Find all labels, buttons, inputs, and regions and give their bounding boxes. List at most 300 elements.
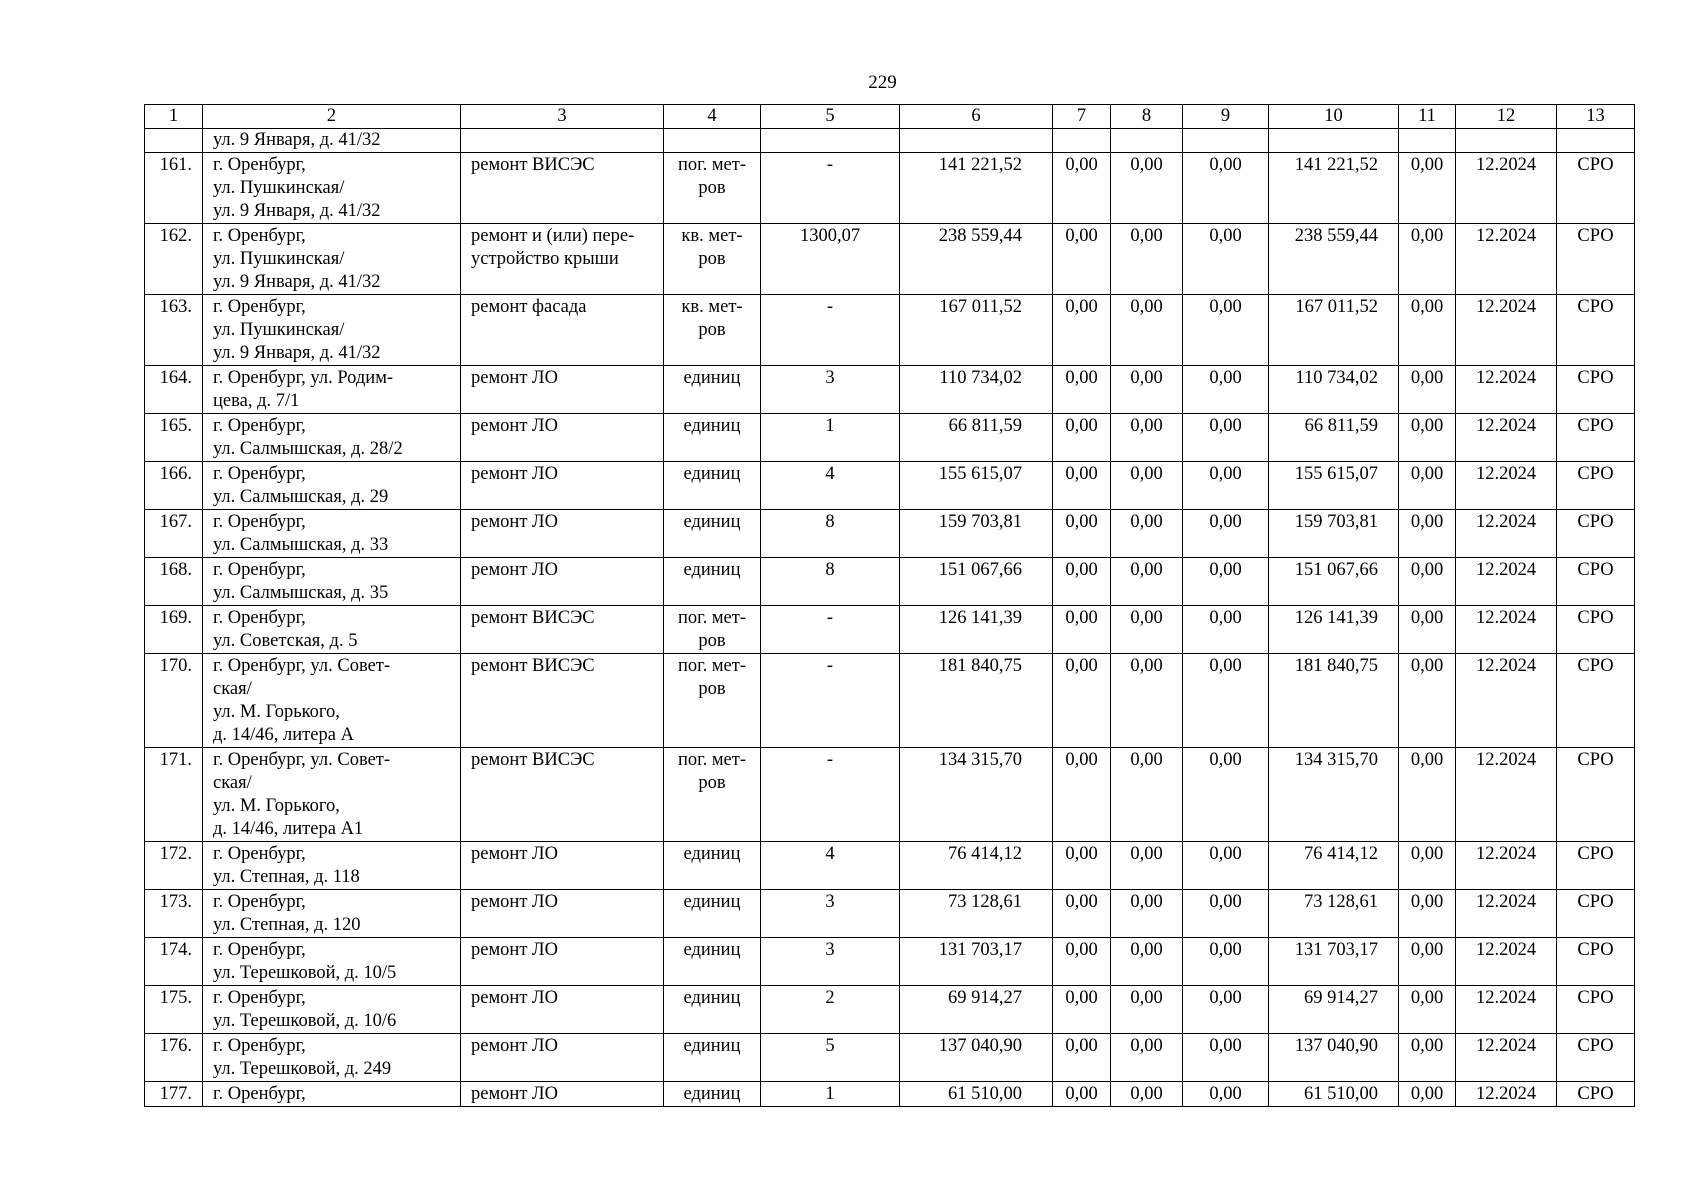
quantity: 3	[825, 892, 835, 912]
value-c9: 0,00	[1209, 464, 1242, 484]
unit-line: кв. мет-	[681, 226, 743, 246]
value-c9: 0,00	[1209, 1036, 1242, 1056]
value-c11: 0,00	[1410, 656, 1444, 676]
cell-c9	[1183, 295, 1269, 366]
total-cost: 61 510,00	[948, 1084, 1022, 1104]
value-c9: 0,00	[1209, 988, 1242, 1008]
cell-unit	[664, 414, 761, 462]
value-c8: 0,00	[1130, 750, 1163, 770]
address-line: г. Оренбург, ул. Совет-	[213, 656, 391, 676]
quantity: 1	[825, 416, 835, 436]
cell-qty	[761, 842, 900, 890]
cell-num	[145, 414, 203, 462]
cell-unit	[664, 153, 761, 224]
cell-source	[1557, 654, 1635, 748]
cell-c11	[1399, 654, 1456, 748]
funding-source: СРО	[1577, 608, 1614, 628]
cell-c8	[1111, 510, 1183, 558]
cell-c9	[1183, 153, 1269, 224]
value-c11: 0,00	[1410, 940, 1444, 960]
cell-date	[1456, 606, 1557, 654]
row-number: 161.	[159, 155, 192, 175]
total-cost: 238 559,44	[938, 226, 1022, 246]
value-c10: 181 840,75	[1294, 656, 1378, 676]
value-c9: 0,00	[1209, 155, 1242, 175]
cell-source	[1557, 510, 1635, 558]
funding-source: СРО	[1577, 1084, 1614, 1104]
quantity: 1300,07	[799, 226, 861, 246]
cell-num	[145, 890, 203, 938]
value-c9: 0,00	[1209, 512, 1242, 532]
cell-c11	[1399, 129, 1456, 153]
address-line: ул. М. Горького,	[213, 796, 340, 816]
cell-unit	[664, 986, 761, 1034]
value-c11: 0,00	[1410, 1036, 1444, 1056]
cell-c9	[1183, 986, 1269, 1034]
address-line: д. 14/46, литера А1	[213, 819, 364, 839]
cell-c7	[1053, 510, 1111, 558]
cell-date	[1456, 153, 1557, 224]
value-c7: 0,00	[1065, 940, 1098, 960]
completion-date: 12.2024	[1475, 656, 1537, 676]
address-line: ул. М. Горького,	[213, 702, 340, 722]
value-c8: 0,00	[1130, 297, 1163, 317]
total-cost: 134 315,70	[938, 750, 1022, 770]
total-cost: 76 414,12	[948, 844, 1022, 864]
column-header-1: 1	[145, 105, 203, 129]
cell-num	[145, 129, 203, 153]
value-c11: 0,00	[1410, 464, 1444, 484]
cell-work	[461, 748, 664, 842]
cell-num	[145, 224, 203, 295]
cell-work	[461, 842, 664, 890]
unit-line: единиц	[683, 940, 741, 960]
cell-source	[1557, 295, 1635, 366]
cell-num	[145, 366, 203, 414]
value-c10: 137 040,90	[1294, 1036, 1378, 1056]
cell-work	[461, 606, 664, 654]
funding-source: СРО	[1577, 226, 1614, 246]
cell-c10	[1269, 842, 1399, 890]
quantity: -	[826, 155, 834, 175]
address-line: д. 14/46, литера А	[213, 725, 354, 745]
cell-address	[203, 414, 461, 462]
cell-address	[203, 558, 461, 606]
unit-line: единиц	[683, 892, 741, 912]
table-row	[145, 558, 1635, 606]
quantity: -	[826, 297, 834, 317]
cell-c11	[1399, 153, 1456, 224]
value-c7: 0,00	[1065, 226, 1098, 246]
table-row	[145, 366, 1635, 414]
cell-qty	[761, 938, 900, 986]
cell-c8	[1111, 558, 1183, 606]
column-header-13: 13	[1557, 105, 1635, 129]
value-c7: 0,00	[1065, 892, 1098, 912]
cell-work	[461, 1082, 664, 1107]
quantity: 8	[825, 560, 835, 580]
value-c7: 0,00	[1065, 750, 1098, 770]
cell-c8	[1111, 842, 1183, 890]
cell-c9	[1183, 654, 1269, 748]
cell-num	[145, 654, 203, 748]
total-cost: 66 811,59	[948, 416, 1022, 436]
value-c8: 0,00	[1130, 1084, 1163, 1104]
completion-date: 12.2024	[1475, 512, 1537, 532]
cell-c11	[1399, 510, 1456, 558]
cell-date	[1456, 938, 1557, 986]
value-c8: 0,00	[1130, 892, 1163, 912]
table-body	[145, 129, 1635, 1107]
cell-c10	[1269, 748, 1399, 842]
unit-line: ров	[698, 320, 726, 340]
cell-total	[900, 295, 1053, 366]
cell-qty	[761, 1034, 900, 1082]
completion-date: 12.2024	[1475, 464, 1537, 484]
cell-c7	[1053, 129, 1111, 153]
cell-num	[145, 842, 203, 890]
unit-line: ров	[698, 178, 726, 198]
address-line: ул. 9 Января, д. 41/32	[213, 343, 381, 363]
address-line: г. Оренбург,	[213, 297, 306, 317]
cell-work	[461, 462, 664, 510]
cell-c9	[1183, 558, 1269, 606]
cell-address	[203, 842, 461, 890]
cell-num	[145, 510, 203, 558]
total-cost: 181 840,75	[938, 656, 1022, 676]
funding-source: СРО	[1577, 1036, 1614, 1056]
value-c8: 0,00	[1130, 608, 1163, 628]
cell-address	[203, 224, 461, 295]
cell-c11	[1399, 938, 1456, 986]
cell-c10	[1269, 153, 1399, 224]
cell-qty	[761, 295, 900, 366]
address-line: г. Оренбург,	[213, 512, 306, 532]
value-c8: 0,00	[1130, 155, 1163, 175]
cell-total	[900, 842, 1053, 890]
cell-c11	[1399, 224, 1456, 295]
row-number: 169.	[159, 608, 192, 628]
work-type-line: ремонт ЛО	[471, 844, 558, 864]
total-cost: 159 703,81	[938, 512, 1022, 532]
unit-line: единиц	[683, 1036, 741, 1056]
cell-c7	[1053, 986, 1111, 1034]
table-header	[145, 105, 1635, 129]
work-type-line: ремонт ЛО	[471, 512, 558, 532]
value-c10: 126 141,39	[1294, 608, 1378, 628]
value-c9: 0,00	[1209, 892, 1242, 912]
cell-c7	[1053, 462, 1111, 510]
row-number: 168.	[159, 560, 192, 580]
cell-num	[145, 1082, 203, 1107]
cell-c10	[1269, 295, 1399, 366]
cell-address	[203, 366, 461, 414]
value-c10: 73 128,61	[1304, 892, 1378, 912]
cell-address	[203, 938, 461, 986]
cell-unit	[664, 558, 761, 606]
total-cost: 137 040,90	[938, 1036, 1022, 1056]
cell-total	[900, 462, 1053, 510]
cell-work	[461, 153, 664, 224]
cell-c9	[1183, 462, 1269, 510]
value-c11: 0,00	[1410, 608, 1444, 628]
cell-source	[1557, 842, 1635, 890]
column-header-8: 8	[1111, 105, 1183, 129]
quantity: 4	[825, 464, 835, 484]
funding-source: СРО	[1577, 892, 1614, 912]
value-c8: 0,00	[1130, 560, 1163, 580]
address-line: г. Оренбург,	[213, 416, 306, 436]
cell-c8	[1111, 129, 1183, 153]
value-c11: 0,00	[1410, 560, 1444, 580]
cell-qty	[761, 366, 900, 414]
funding-source: СРО	[1577, 297, 1614, 317]
table-row	[145, 414, 1635, 462]
address-line: ул. Терешковой, д. 10/5	[213, 963, 397, 983]
column-header-9: 9	[1183, 105, 1269, 129]
value-c8: 0,00	[1130, 656, 1163, 676]
value-c8: 0,00	[1130, 512, 1163, 532]
cell-num	[145, 986, 203, 1034]
value-c9: 0,00	[1209, 297, 1242, 317]
cell-c7	[1053, 606, 1111, 654]
completion-date: 12.2024	[1475, 844, 1537, 864]
address-line: ул. Терешковой, д. 10/6	[213, 1011, 397, 1031]
column-header-5: 5	[761, 105, 900, 129]
row-number: 173.	[159, 892, 192, 912]
cell-c10	[1269, 654, 1399, 748]
table-row	[145, 224, 1635, 295]
address-line: ул. 9 Января, д. 41/32	[213, 272, 381, 292]
cell-c9	[1183, 842, 1269, 890]
work-type-line: ремонт фасада	[471, 297, 587, 317]
unit-line: пог. мет-	[677, 608, 747, 628]
unit-line: единиц	[683, 988, 741, 1008]
cell-date	[1456, 748, 1557, 842]
cell-qty	[761, 129, 900, 153]
unit-line: кв. мет-	[681, 297, 743, 317]
address-line: г. Оренбург,	[213, 892, 306, 912]
table-row	[145, 295, 1635, 366]
cell-work	[461, 295, 664, 366]
cell-total	[900, 890, 1053, 938]
unit-line: пог. мет-	[677, 656, 747, 676]
value-c9: 0,00	[1209, 656, 1242, 676]
cell-address	[203, 1034, 461, 1082]
cell-date	[1456, 510, 1557, 558]
value-c7: 0,00	[1065, 988, 1098, 1008]
cell-address	[203, 890, 461, 938]
unit-line: ров	[698, 249, 726, 269]
cell-date	[1456, 129, 1557, 153]
row-number: 176.	[159, 1036, 192, 1056]
funding-source: СРО	[1577, 940, 1614, 960]
quantity: 5	[825, 1036, 835, 1056]
cell-c11	[1399, 842, 1456, 890]
quantity: -	[826, 656, 834, 676]
cell-num	[145, 748, 203, 842]
cell-source	[1557, 558, 1635, 606]
address-line: ул. Терешковой, д. 249	[213, 1059, 392, 1079]
cell-c11	[1399, 366, 1456, 414]
column-header-10: 10	[1269, 105, 1399, 129]
cell-total	[900, 986, 1053, 1034]
cell-c8	[1111, 890, 1183, 938]
funding-source: СРО	[1577, 560, 1614, 580]
cell-address	[203, 654, 461, 748]
cell-qty	[761, 986, 900, 1034]
cell-total	[900, 558, 1053, 606]
value-c7: 0,00	[1065, 1084, 1098, 1104]
cell-total	[900, 606, 1053, 654]
value-c7: 0,00	[1065, 512, 1098, 532]
cell-address	[203, 295, 461, 366]
cell-date	[1456, 366, 1557, 414]
value-c11: 0,00	[1410, 368, 1444, 388]
value-c10: 159 703,81	[1294, 512, 1378, 532]
work-type-line: ремонт ВИСЭС	[471, 750, 595, 770]
row-number: 172.	[159, 844, 192, 864]
value-c9: 0,00	[1209, 608, 1242, 628]
value-c7: 0,00	[1065, 155, 1098, 175]
quantity: 3	[825, 368, 835, 388]
value-c11: 0,00	[1410, 226, 1444, 246]
total-cost: 155 615,07	[938, 464, 1022, 484]
work-type-line: ремонт ЛО	[471, 940, 558, 960]
cell-c8	[1111, 153, 1183, 224]
address-line: ул. Пушкинская/	[213, 320, 345, 340]
completion-date: 12.2024	[1475, 608, 1537, 628]
total-cost: 141 221,52	[938, 155, 1022, 175]
row-number: 174.	[159, 940, 192, 960]
value-c7: 0,00	[1065, 656, 1098, 676]
cell-c7	[1053, 366, 1111, 414]
cell-source	[1557, 414, 1635, 462]
cell-c8	[1111, 654, 1183, 748]
cell-work	[461, 558, 664, 606]
address-line: г. Оренбург,	[213, 844, 306, 864]
value-c11: 0,00	[1410, 297, 1444, 317]
quantity: 3	[825, 940, 835, 960]
cell-c11	[1399, 462, 1456, 510]
cell-c8	[1111, 414, 1183, 462]
row-number: 165.	[159, 416, 192, 436]
unit-line: ров	[698, 679, 726, 699]
cell-c7	[1053, 938, 1111, 986]
cell-unit	[664, 510, 761, 558]
value-c11: 0,00	[1410, 155, 1444, 175]
value-c9: 0,00	[1209, 844, 1242, 864]
cell-c8	[1111, 224, 1183, 295]
address-line: г. Оренбург,	[213, 464, 306, 484]
value-c9: 0,00	[1209, 940, 1242, 960]
cell-num	[145, 558, 203, 606]
cell-c11	[1399, 1082, 1456, 1107]
value-c9: 0,00	[1209, 1084, 1242, 1104]
cell-source	[1557, 606, 1635, 654]
funding-source: СРО	[1577, 750, 1614, 770]
cell-c7	[1053, 558, 1111, 606]
value-c10: 76 414,12	[1304, 844, 1378, 864]
cell-source	[1557, 224, 1635, 295]
cell-c10	[1269, 510, 1399, 558]
address-line: г. Оренбург,	[213, 226, 306, 246]
column-header-12: 12	[1456, 105, 1557, 129]
cell-unit	[664, 462, 761, 510]
cell-work	[461, 938, 664, 986]
cell-qty	[761, 414, 900, 462]
cell-source	[1557, 986, 1635, 1034]
cell-c8	[1111, 366, 1183, 414]
address-line: г. Оренбург,	[213, 608, 306, 628]
completion-date: 12.2024	[1475, 226, 1537, 246]
unit-line: единиц	[683, 368, 741, 388]
cell-address	[203, 986, 461, 1034]
value-c8: 0,00	[1130, 368, 1163, 388]
cell-total	[900, 414, 1053, 462]
cell-source	[1557, 129, 1635, 153]
work-type-line: ремонт и (или) пере-	[471, 226, 635, 246]
column-header-7: 7	[1053, 105, 1111, 129]
cell-unit	[664, 842, 761, 890]
cell-num	[145, 295, 203, 366]
cell-total	[900, 129, 1053, 153]
cell-unit	[664, 366, 761, 414]
cell-source	[1557, 366, 1635, 414]
value-c7: 0,00	[1065, 297, 1098, 317]
cell-address	[203, 510, 461, 558]
cell-c9	[1183, 414, 1269, 462]
cell-qty	[761, 558, 900, 606]
value-c8: 0,00	[1130, 416, 1163, 436]
cell-c8	[1111, 986, 1183, 1034]
cell-c11	[1399, 748, 1456, 842]
address-line: ул. Степная, д. 120	[213, 915, 361, 935]
total-cost: 110 734,02	[939, 368, 1022, 388]
column-header-2: 2	[203, 105, 461, 129]
cell-qty	[761, 153, 900, 224]
cell-total	[900, 510, 1053, 558]
cell-qty	[761, 890, 900, 938]
value-c7: 0,00	[1065, 368, 1098, 388]
completion-date: 12.2024	[1475, 1036, 1537, 1056]
table-row	[145, 1082, 1635, 1107]
unit-line: ров	[698, 631, 726, 651]
cell-work	[461, 414, 664, 462]
cell-source	[1557, 1034, 1635, 1082]
unit-line: единиц	[683, 844, 741, 864]
cell-source	[1557, 462, 1635, 510]
cell-unit	[664, 224, 761, 295]
cell-qty	[761, 1082, 900, 1107]
funding-source: СРО	[1577, 656, 1614, 676]
cell-address	[203, 606, 461, 654]
funding-source: СРО	[1577, 368, 1614, 388]
cell-c9	[1183, 510, 1269, 558]
work-type-line: ремонт ВИСЭС	[471, 608, 595, 628]
column-header-3: 3	[461, 105, 664, 129]
cell-c10	[1269, 606, 1399, 654]
address-line: г. Оренбург,	[213, 1084, 306, 1104]
cell-date	[1456, 414, 1557, 462]
cell-c10	[1269, 1082, 1399, 1107]
value-c10: 238 559,44	[1294, 226, 1378, 246]
completion-date: 12.2024	[1475, 416, 1537, 436]
cell-unit	[664, 890, 761, 938]
value-c9: 0,00	[1209, 750, 1242, 770]
cell-c11	[1399, 558, 1456, 606]
cell-c8	[1111, 748, 1183, 842]
